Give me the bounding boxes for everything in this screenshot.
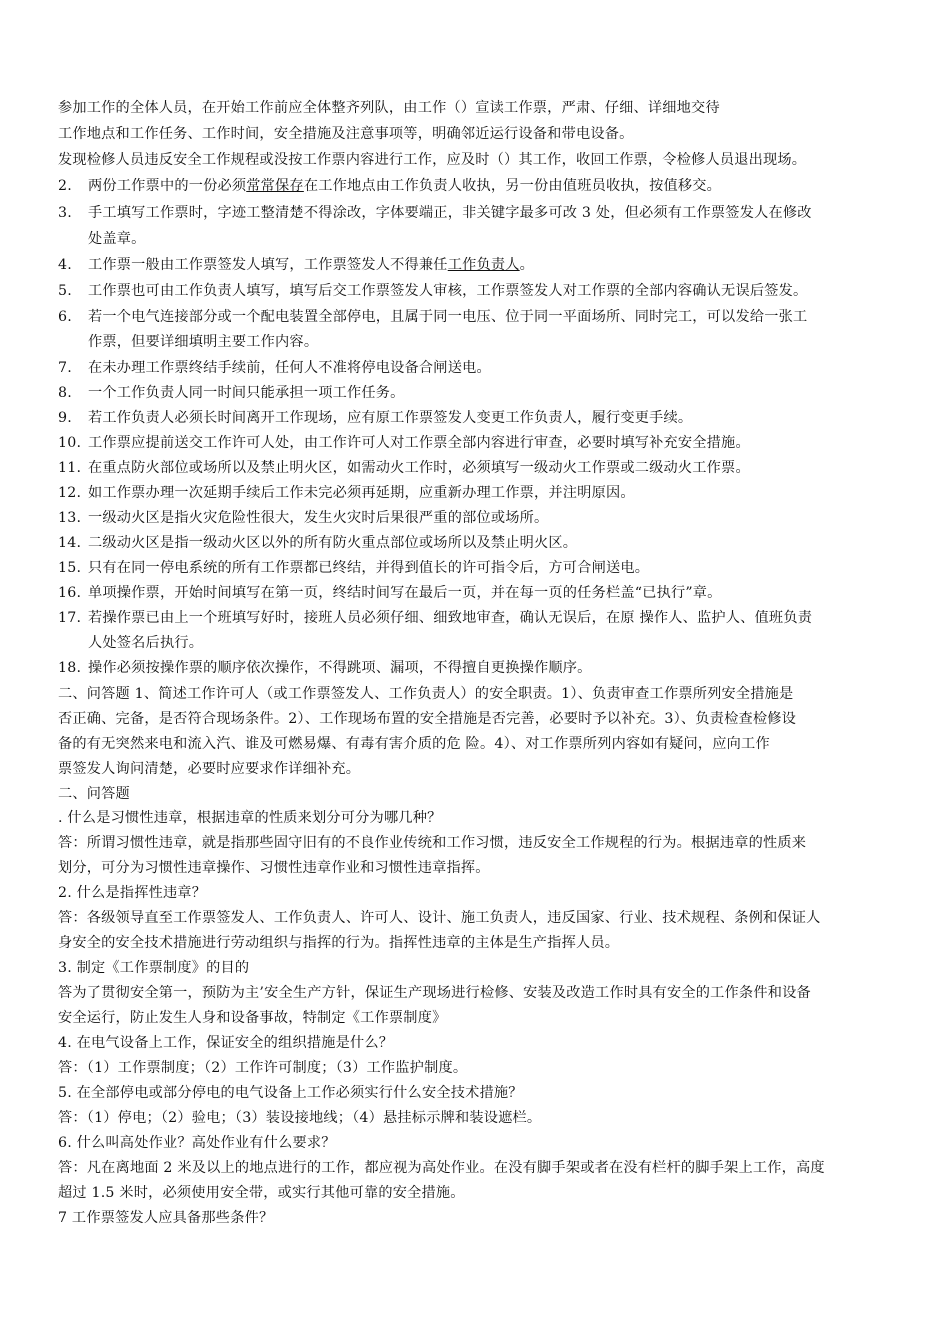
item-continuation: 作票，但要详细填明主要工作内容。: [88, 334, 319, 350]
answer-line: 划分，可分为习惯性违章操作、习惯性违章作业和习惯性违章指挥。: [58, 860, 490, 876]
section-heading: 二、问答题: [58, 786, 130, 802]
answer-line: 安全运行，防止发生人身和设备事故，特制定《工作票制度》: [58, 1010, 447, 1026]
item-number: 6.: [58, 309, 72, 325]
list-item: [58, 382, 908, 404]
item-text: 两份工作票中的一份必须: [88, 178, 247, 194]
list-item: [58, 357, 908, 379]
item-text: 只有在同一停电系统的所有工作票都已终结，并得到值长的许可指令后，方可合闸送电。: [88, 560, 650, 576]
question: 4. 在电气设备上工作，保证安全的组织措施是什么？: [58, 1035, 394, 1051]
item-text: 工作票也可由工作负责人填写，填写后交工作票签发人审核，工作票签发人对工作票的全部内容确认无误后签发。: [88, 283, 808, 299]
list-item: [58, 254, 908, 276]
list-item: [58, 457, 908, 479]
list-item: [58, 202, 908, 224]
list-item: [58, 432, 908, 454]
item-number: 4.: [58, 257, 72, 273]
answer-line: 答：（1）停电；（2）验电；（3）装设接地线；（4）悬挂标示牌和装设遮栏。: [58, 1110, 542, 1126]
list-item: [58, 482, 908, 504]
item-text: 一级动火区是指火灾危险性很大，发生火灾时后果很严重的部位或场所。: [88, 510, 549, 526]
text-line: 票签发人询问清楚，必要时应要求作详细补充。: [58, 761, 361, 777]
list-item: [58, 582, 908, 604]
item-underlined: 常常保存: [246, 178, 304, 194]
item-number: 18.: [58, 660, 82, 676]
text-line: 工作地点和工作任务、工作时间，安全措施及注意事项等，明确邻近运行设备和带电设备。: [58, 126, 634, 142]
item-text: 二级动火区是指一级动火区以外的所有防火重点部位或场所以及禁止明火区。: [88, 535, 578, 551]
item-number: 5.: [58, 283, 72, 299]
item-text: 在重点防火部位或场所以及禁止明火区，如需动火工作时，必须填写一级动火工作票或二级动火工作票。: [88, 460, 750, 476]
item-number: 15.: [58, 560, 82, 576]
item-number: 9.: [58, 410, 72, 426]
text-line: 二、问答题 1、简述工作许可人（或工作票签发人、工作负责人）的安全职责。1）、负责审查工作票所列安全措施是: [58, 686, 794, 702]
list-item: [58, 175, 908, 197]
item-continuation: 处盖章。: [88, 231, 146, 247]
item-text: 工作票一般由工作票签发人填写，工作票签发人不得兼任: [88, 257, 448, 273]
item-number: 11.: [58, 460, 82, 476]
question: 2. 什么是指挥性违章？: [58, 885, 207, 901]
text-line: 否正确、完备，是否符合现场条件。2）、工作现场布置的安全措施是否完善，必要时予以补充。3）、负责检查检修设: [58, 711, 797, 727]
question: 6. 什么叫高处作业？高处作业有什么要求？: [58, 1135, 336, 1151]
item-number: 17.: [58, 610, 82, 626]
item-text: 。: [519, 257, 535, 273]
item-number: 13.: [58, 510, 82, 526]
item-text: 操作必须按操作票的顺序依次操作，不得跳项、漏项，不得擅自更换操作顺序。: [88, 660, 592, 676]
item-text: 若一个电气连接部分或一个配电装置全部停电，且属于同一电压、位于同一平面场所、同时完工，可以发给一张工: [88, 309, 808, 325]
text-line: 备的有无突然来电和流入汽、谁及可燃易爆、有毒有害介质的危 险。4）、对工作票所列内容如有疑问，应向工作: [58, 736, 770, 752]
list-item: [58, 657, 908, 679]
item-text: 工作票应提前送交工作许可人处，由工作许可人对工作票全部内容进行审查，必要时填写补充安全措施。: [88, 435, 750, 451]
item-underlined: 工作负责人: [447, 257, 520, 273]
item-text: 手工填写工作票时，字迹工整清楚不得涂改，字体要端正，非关键字最多可改 3 处，但必须有工作票签发人在修改: [88, 205, 812, 221]
item-text: 在工作地点由工作负责人收执，另一份由值班员收执，按值移交。: [303, 178, 722, 194]
answer-line: 答：各级领导直至工作票签发人、工作负责人、许可人、设计、施工负责人，违反国家、行业、技术规程、条例和保证人: [58, 910, 821, 926]
answer-line: 超过 1.5 米时，必须使用安全带，或实行其他可靠的安全措施。: [58, 1185, 465, 1201]
question: . 什么是习惯性违章，根据违章的性质来划分可分为哪几种？: [58, 810, 442, 826]
answer-line: 答：（1）工作票制度；（2）工作许可制度；（3）工作监护制度。: [58, 1060, 468, 1076]
answer-line: 答为了贯彻安全第一，预防为主’安全生产方针，保证生产现场进行检修、安装及改造工作时具有安全的工作条件和设备: [58, 985, 811, 1001]
item-text: 若工作负责人必须长时间离开工作现场，应有原工作票签发人变更工作负责人，履行变更手续。: [88, 410, 693, 426]
text-line: 参加工作的全体人员，在开始工作前应全体整齐列队，由工作（）宣读工作票，严肃、仔细、详细地交待: [58, 100, 720, 116]
answer-line: 身安全的安全技术措施进行劳动组织与指挥的行为。指挥性违章的主体是生产指挥人员。: [58, 935, 620, 951]
answer-line: 答：凡在离地面 2 米及以上的地点进行的工作，都应视为高处作业。在没有脚手架或者在没有栏杆的脚手架上工作，高度: [58, 1160, 825, 1176]
list-item: [58, 280, 908, 302]
item-text: 单项操作票，开始时间填写在第一页，终结时间写在最后一页，并在每一页的任务栏盖“已执行”章。: [88, 585, 722, 601]
question: 7 工作票签发人应具备那些条件？: [58, 1210, 274, 1226]
item-text: 如工作票办理一次延期手续后工作未完必须再延期，应重新办理工作票，并注明原因。: [88, 485, 635, 501]
question: 5. 在全部停电或部分停电的电气设备上工作必须实行什么安全技术措施？: [58, 1085, 523, 1101]
item-number: 12.: [58, 485, 82, 501]
list-item: [58, 532, 908, 554]
text-line: 发现检修人员违反安全工作规程或没按工作票内容进行工作，应及时（）其工作，收回工作票，令检修人员退出现场。: [58, 152, 807, 168]
item-text: 若操作票已由上一个班填写好时，接班人员必须仔细、细致地审查，确认无误后，在原 操作人、监护人、值班负责: [88, 610, 813, 626]
item-text: 一个工作负责人同一时间只能承担一项工作任务。: [88, 385, 405, 401]
item-number: 7.: [58, 360, 72, 376]
item-number: 10.: [58, 435, 82, 451]
item-number: 14.: [58, 535, 82, 551]
item-text: 在未办理工作票终结手续前，任何人不准将停电设备合闸送电。: [88, 360, 491, 376]
list-item: [58, 306, 908, 328]
answer-line: 答：所谓习惯性违章，就是指那些固守旧有的不良作业传统和工作习惯，违反安全工作规程的行为。根据违章的性质来: [58, 835, 807, 851]
item-number: 2.: [58, 178, 72, 194]
item-continuation: 人处签名后执行。: [88, 635, 204, 651]
item-number: 8.: [58, 385, 72, 401]
list-item: [58, 407, 908, 429]
list-item: [58, 507, 908, 529]
list-item: [58, 607, 908, 629]
question: 3. 制定《工作票制度》的目的: [58, 960, 250, 976]
item-number: 16.: [58, 585, 82, 601]
item-number: 3.: [58, 205, 72, 221]
list-item: [58, 557, 908, 579]
